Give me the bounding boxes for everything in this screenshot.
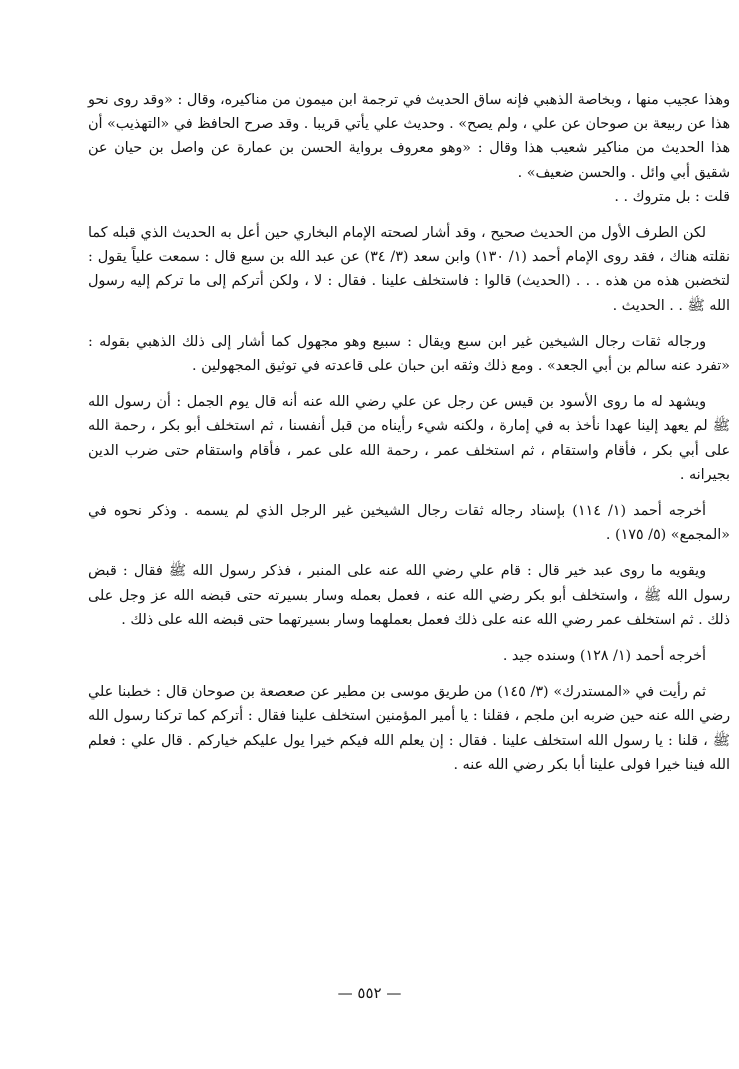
- paragraph-2: قلت : بل متروك . .: [614, 188, 730, 205]
- paragraph-1: وهذا عجيب منها ، وبخاصة الذهبي فإنه ساق الحديث في ترجمة ابن ميمون من مناكيره، وقال : «وقد روى نحو هذا عن ربيعة بن صوحان عن علي ، ولم يصح» . وحديث علي يأتي قريبا . وقد صرح الحافظ في «التهذيب» أن هذا الحديث من مناكير شعيب هذا وقال : «وهو معروف برواية الحسن بن عمارة عن واصل بن حيان عن شقيق أبي وائل . والحسن ضعيف» .: [88, 92, 730, 181]
- paragraph-7: ويقويه ما روى عبد خير قال : قام علي رضي الله عنه على المنبر ، فذكر رسول الله ﷺ فقال : قبض رسول الله ﷺ ، واستخلف أبو بكر رضي الله عنه ، فعمل بعمله وسار بسيرته حتى قبضه الله عز وجل على ذلك . ثم استخلف عمر رضي الله عنه على ذلك فعمل بعملهما وسار بسيرتهما حتى قبضه الله على ذلك .: [88, 563, 730, 628]
- paragraph-8: أخرجه أحمد (١/ ١٢٨) وسنده جيد .: [502, 648, 706, 665]
- paragraph-4: ورجاله ثقات رجال الشيخين غير ابن سبع ويقال : سبيع وهو مجهول كما أشار إلى ذلك الذهبي بقوله : «تفرد عنه سالم بن أبي الجعد» . ومع ذلك وثقه ابن حبان على قاعدته في توثيق المجهولين .: [88, 333, 730, 375]
- paragraph-9: ثم رأيت في «المستدرك» (٣/ ١٤٥) من طريق موسى بن مطير عن صعصعة بن صوحان قال : خطبنا علي رضي الله عنه حين ضربه ابن ملجم ، فقلنا : يا أمير المؤمنين استخلف علينا فقال : أتركم كما تركنا رسول الله ﷺ ، قلنا : يا رسول الله استخلف علينا . فقال : إن يعلم الله فيكم خيرا يول عليكم خياركم . قال علي : فعلم الله فينا خيرا فولى علينا أبا بكر رضي الله عنه .: [88, 684, 731, 773]
- body-text: [88, 88, 730, 777]
- page-number: — ٥٥٢ —: [337, 984, 402, 1002]
- paragraph-5: ويشهد له ما روى الأسود بن قيس عن رجل عن علي رضي الله عنه أنه قال يوم الجمل : أن رسول الله ﷺ لم يعهد إلينا عهدا نأخذ به في إمارة ، ولكنه شيء رأيناه من قبل أنفسنا ، ثم استخلف أبو بكر ، رحمة الله على أبي بكر ، فأقام واستقام ، ثم استخلف عمر ، رحمة الله على عمر ، فأقام واستقام حتى ضرب الدين بجيرانه .: [88, 394, 730, 483]
- paragraph-3: لكن الطرف الأول من الحديث صحيح ، وقد أشار لصحته الإمام البخاري حين أعل به الحديث الذي قبله كما نقلته هناك ، فقد روى الإمام أحمد (١/ ١٣٠) وابن سعد (٣/ ٣٤) عن عبد الله بن سبع قال : سمعت علياً يقول : لتخضبن هذه من هذه . . . (الحديث) قالوا : فاستخلف علينا . فقال : لا ، ولكن أتركم إلى ما تركم إليه رسول الله ﷺ . . الحديث .: [88, 225, 730, 314]
- paragraph-6: أخرجه أحمد (١/ ١١٤) بإسناد رجاله ثقات رجال الشيخين غير الرجل الذي لم يسمه . وذكر نحوه في «المجمع» (٥/ ١٧٥) .: [88, 503, 730, 544]
